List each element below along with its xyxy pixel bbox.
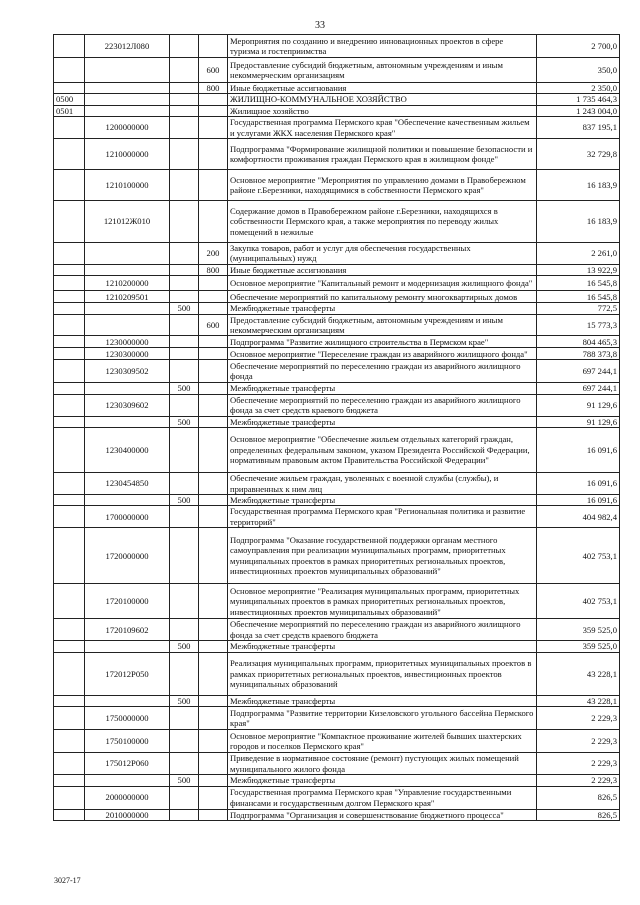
row-description: Подпрограмма "Развитие жилищного строительства в Пермском крае": [228, 336, 537, 348]
table-row: [54, 809, 620, 820]
row-amount: 2 350,0: [537, 83, 620, 94]
row-target-code: 1720109602: [85, 619, 170, 641]
row-amount: 359 525,0: [537, 619, 620, 641]
row-amount: 350,0: [537, 58, 620, 83]
table-row: [54, 170, 620, 201]
row-target-code: 1230309602: [85, 394, 170, 416]
row-description: Содержание домов в Правобережном районе г.Березники, находящихся в собственности Пермского края, а также мероприятия по переводу жилых помещений в нежилые: [228, 201, 537, 243]
row-description: Обеспечение мероприятий по переселению граждан из аварийного жилищного фонда: [228, 360, 537, 383]
row-description: Государственная программа Пермского края "Региональная политика и развитие территорий": [228, 506, 537, 528]
row-description: Обеспечение мероприятий по капитальному ремонту многоквартирных домов: [228, 291, 537, 303]
row-section-code: [54, 243, 85, 265]
row-target-code: 1230309502: [85, 360, 170, 383]
row-description: Приведение в нормативное состояние (ремонт) пустующих жилых помещений муниципального жилого фонда: [228, 753, 537, 775]
row-amount: 16 091,6: [537, 473, 620, 495]
table-row: [54, 695, 620, 706]
row-expense-type-code: [199, 416, 228, 427]
row-transfer-code: 500: [170, 775, 199, 786]
row-description: Обеспечение жильем граждан, уволенных с военной службы (службы), и приравненных к ним лиц: [228, 473, 537, 495]
row-expense-type-code: [199, 291, 228, 303]
row-target-code: [85, 416, 170, 427]
row-transfer-code: [170, 139, 199, 170]
row-section-code: [54, 619, 85, 641]
row-expense-type-code: 600: [199, 58, 228, 83]
table-row: [54, 303, 620, 314]
table-row: [54, 641, 620, 652]
row-description: Межбюджетные трансферты: [228, 383, 537, 394]
table-row: [54, 775, 620, 786]
row-section-code: [54, 707, 85, 730]
row-transfer-code: 500: [170, 641, 199, 652]
row-target-code: [85, 494, 170, 505]
row-target-code: 1230000000: [85, 336, 170, 348]
table-row: [54, 105, 620, 116]
row-target-code: 121012Ж010: [85, 201, 170, 243]
row-expense-type-code: [199, 139, 228, 170]
row-amount: 2 700,0: [537, 35, 620, 58]
row-description: Жилищное хозяйство: [228, 105, 537, 116]
table-row: [54, 94, 620, 105]
row-section-code: [54, 291, 85, 303]
row-section-code: [54, 170, 85, 201]
row-description: Обеспечение мероприятий по переселению граждан из аварийного жилищного фонда за счет средств краевого бюджета: [228, 394, 537, 416]
row-description: Иные бюджетные ассигнования: [228, 83, 537, 94]
row-section-code: [54, 348, 85, 360]
row-section-code: [54, 528, 85, 584]
row-section-code: [54, 584, 85, 619]
row-section-code: 0501: [54, 105, 85, 116]
row-description: Основное мероприятие "Компактное проживание жителей бывших шахтерских городов и поселков Пермского края": [228, 730, 537, 753]
row-amount: 697 244,1: [537, 360, 620, 383]
table-row: [54, 264, 620, 275]
row-transfer-code: [170, 201, 199, 243]
row-expense-type-code: [199, 809, 228, 820]
row-transfer-code: [170, 117, 199, 139]
table-row: [54, 117, 620, 139]
row-target-code: 175012Р060: [85, 753, 170, 775]
row-description: Предоставление субсидий бюджетным, автономным учреждениям и иным некоммерческим организациям: [228, 314, 537, 336]
row-amount: 826,5: [537, 809, 620, 820]
row-transfer-code: [170, 730, 199, 753]
table-row: [54, 314, 620, 336]
row-expense-type-code: [199, 528, 228, 584]
row-section-code: [54, 276, 85, 291]
row-expense-type-code: [199, 786, 228, 809]
row-target-code: [85, 303, 170, 314]
row-description: Мероприятия по созданию и внедрению инновационных проектов в сфере туризма и гостеприимства: [228, 35, 537, 58]
row-amount: 2 229,3: [537, 753, 620, 775]
table-row: [54, 428, 620, 473]
table-row: [54, 201, 620, 243]
row-transfer-code: [170, 348, 199, 360]
row-amount: 91 129,6: [537, 394, 620, 416]
row-section-code: [54, 83, 85, 94]
row-description: Государственная программа Пермского края "Обеспечение качественным жильем и услугами ЖКХ населения Пермского края": [228, 117, 537, 139]
table-row: [54, 707, 620, 730]
row-transfer-code: [170, 360, 199, 383]
row-section-code: [54, 775, 85, 786]
row-transfer-code: 500: [170, 695, 199, 706]
row-amount: 16 091,6: [537, 428, 620, 473]
row-amount: 13 922,9: [537, 264, 620, 275]
row-description: Основное мероприятие "Капитальный ремонт и модернизация жилищного фонда": [228, 276, 537, 291]
row-amount: 404 982,4: [537, 506, 620, 528]
row-description: Подпрограмма "Оказание государственной поддержки органам местного самоуправления при реализации муниципальных программ, приоритетных муниципальных проектов в рамках приоритетных региональных проектов, инвестиционных проектов муниципальных образований": [228, 528, 537, 584]
row-transfer-code: [170, 652, 199, 695]
row-amount: 402 753,1: [537, 528, 620, 584]
row-transfer-code: 500: [170, 383, 199, 394]
row-expense-type-code: [199, 201, 228, 243]
row-transfer-code: [170, 619, 199, 641]
row-description: Закупка товаров, работ и услуг для обеспечения государственных (муниципальных) нужд: [228, 243, 537, 265]
row-target-code: 1750000000: [85, 707, 170, 730]
row-section-code: [54, 494, 85, 505]
table-row: [54, 584, 620, 619]
row-target-code: 1750100000: [85, 730, 170, 753]
row-amount: 43 228,1: [537, 695, 620, 706]
row-amount: 1 243 004,0: [537, 105, 620, 116]
row-section-code: [54, 652, 85, 695]
table-row: [54, 139, 620, 170]
row-description: ЖИЛИЩНО-КОММУНАЛЬНОЕ ХОЗЯЙСТВО: [228, 94, 537, 105]
row-amount: 2 229,3: [537, 775, 620, 786]
table-row: [54, 336, 620, 348]
row-transfer-code: [170, 528, 199, 584]
row-amount: 2 261,0: [537, 243, 620, 265]
row-description: Обеспечение мероприятий по переселению граждан из аварийного жилищного фонда за счет средств краевого бюджета: [228, 619, 537, 641]
row-transfer-code: 500: [170, 494, 199, 505]
row-target-code: 1700000000: [85, 506, 170, 528]
row-amount: 43 228,1: [537, 652, 620, 695]
row-transfer-code: [170, 584, 199, 619]
row-expense-type-code: [199, 105, 228, 116]
row-amount: 837 195,1: [537, 117, 620, 139]
footer-code: 3027-17: [54, 876, 81, 885]
row-section-code: [54, 201, 85, 243]
row-transfer-code: 500: [170, 303, 199, 314]
row-section-code: [54, 336, 85, 348]
row-target-code: [85, 641, 170, 652]
row-transfer-code: [170, 83, 199, 94]
table-row: [54, 360, 620, 383]
row-amount: 772,5: [537, 303, 620, 314]
row-target-code: 2010000000: [85, 809, 170, 820]
row-section-code: [54, 428, 85, 473]
row-expense-type-code: [199, 303, 228, 314]
row-transfer-code: [170, 243, 199, 265]
table-row: [54, 494, 620, 505]
row-expense-type-code: [199, 652, 228, 695]
row-section-code: [54, 730, 85, 753]
row-description: Межбюджетные трансферты: [228, 303, 537, 314]
row-expense-type-code: 800: [199, 83, 228, 94]
row-transfer-code: [170, 105, 199, 116]
row-target-code: 1230300000: [85, 348, 170, 360]
row-transfer-code: [170, 35, 199, 58]
row-amount: 697 244,1: [537, 383, 620, 394]
row-target-code: 1210209501: [85, 291, 170, 303]
row-amount: 2 229,3: [537, 730, 620, 753]
row-expense-type-code: [199, 428, 228, 473]
row-section-code: [54, 416, 85, 427]
row-transfer-code: [170, 94, 199, 105]
row-transfer-code: [170, 291, 199, 303]
row-description: Предоставление субсидий бюджетным, автономным учреждениям и иным некоммерческим организациям: [228, 58, 537, 83]
row-expense-type-code: 800: [199, 264, 228, 275]
row-expense-type-code: [199, 276, 228, 291]
row-section-code: [54, 314, 85, 336]
table-row: [54, 58, 620, 83]
row-amount: 16 545,8: [537, 276, 620, 291]
row-expense-type-code: [199, 506, 228, 528]
table-row: [54, 243, 620, 265]
table-row: [54, 394, 620, 416]
row-section-code: [54, 264, 85, 275]
row-transfer-code: [170, 276, 199, 291]
row-amount: 91 129,6: [537, 416, 620, 427]
row-expense-type-code: [199, 336, 228, 348]
table-row: [54, 652, 620, 695]
row-expense-type-code: 600: [199, 314, 228, 336]
row-description: Межбюджетные трансферты: [228, 641, 537, 652]
row-expense-type-code: [199, 707, 228, 730]
row-transfer-code: [170, 170, 199, 201]
row-expense-type-code: [199, 775, 228, 786]
budget-table: [53, 34, 620, 821]
row-description: Подпрограмма "Организация и совершенствование бюджетного процесса": [228, 809, 537, 820]
row-target-code: [85, 58, 170, 83]
row-description: Межбюджетные трансферты: [228, 695, 537, 706]
row-amount: 402 753,1: [537, 584, 620, 619]
row-transfer-code: [170, 394, 199, 416]
row-amount: 16 091,6: [537, 494, 620, 505]
row-amount: 16 183,9: [537, 170, 620, 201]
row-target-code: 2000000000: [85, 786, 170, 809]
row-section-code: [54, 809, 85, 820]
row-expense-type-code: [199, 584, 228, 619]
row-target-code: [85, 383, 170, 394]
row-target-code: 1720000000: [85, 528, 170, 584]
row-section-code: [54, 117, 85, 139]
table-row: [54, 383, 620, 394]
row-target-code: 1720100000: [85, 584, 170, 619]
row-expense-type-code: [199, 695, 228, 706]
row-expense-type-code: [199, 753, 228, 775]
row-description: Иные бюджетные ассигнования: [228, 264, 537, 275]
row-section-code: [54, 58, 85, 83]
table-row: [54, 83, 620, 94]
row-description: Подпрограмма "Развитие территории Кизеловского угольного бассейна Пермского края": [228, 707, 537, 730]
table-row: [54, 786, 620, 809]
row-expense-type-code: 200: [199, 243, 228, 265]
row-section-code: [54, 383, 85, 394]
row-target-code: 172012Р050: [85, 652, 170, 695]
row-target-code: [85, 264, 170, 275]
row-expense-type-code: [199, 348, 228, 360]
row-transfer-code: [170, 428, 199, 473]
row-section-code: [54, 506, 85, 528]
row-section-code: [54, 753, 85, 775]
row-description: Реализация муниципальных программ, приоритетных муниципальных проектов в рамках приоритетных региональных проектов, инвестиционных проектов муниципальных образований: [228, 652, 537, 695]
row-section-code: [54, 786, 85, 809]
table-row: [54, 276, 620, 291]
row-section-code: [54, 35, 85, 58]
row-target-code: 1210100000: [85, 170, 170, 201]
row-expense-type-code: [199, 641, 228, 652]
row-amount: 826,5: [537, 786, 620, 809]
row-expense-type-code: [199, 360, 228, 383]
row-section-code: [54, 139, 85, 170]
row-section-code: [54, 360, 85, 383]
row-expense-type-code: [199, 730, 228, 753]
row-amount: 16 183,9: [537, 201, 620, 243]
row-target-code: [85, 695, 170, 706]
row-amount: 16 545,8: [537, 291, 620, 303]
row-amount: 15 773,3: [537, 314, 620, 336]
table-row: [54, 348, 620, 360]
row-target-code: [85, 94, 170, 105]
row-description: Основное мероприятие "Обеспечение жильем отдельных категорий граждан, определенных федеральным законом, указом Президента Российской Федерации, нормативным правовым актом Правительства Российской Федерации": [228, 428, 537, 473]
row-transfer-code: [170, 809, 199, 820]
row-target-code: [85, 83, 170, 94]
table-row: [54, 416, 620, 427]
row-expense-type-code: [199, 619, 228, 641]
row-section-code: [54, 394, 85, 416]
row-expense-type-code: [199, 383, 228, 394]
row-description: Межбюджетные трансферты: [228, 416, 537, 427]
table-row: [54, 291, 620, 303]
row-target-code: [85, 105, 170, 116]
row-description: Основное мероприятие "Переселение граждан из аварийного жилищного фонда": [228, 348, 537, 360]
row-target-code: 1210000000: [85, 139, 170, 170]
row-description: Государственная программа Пермского края "Управление государственными финансами и государственным долгом Пермского края": [228, 786, 537, 809]
table-row: [54, 528, 620, 584]
budget-table-body: [54, 35, 620, 821]
table-row: [54, 473, 620, 495]
row-section-code: [54, 473, 85, 495]
row-transfer-code: [170, 786, 199, 809]
row-description: Основное мероприятие "Реализация муниципальных программ, приоритетных муниципальных проектов в рамках приоритетных региональных проектов, инвестиционных проектов муниципальных образований": [228, 584, 537, 619]
row-amount: 2 229,3: [537, 707, 620, 730]
row-section-code: 0500: [54, 94, 85, 105]
row-transfer-code: [170, 506, 199, 528]
row-section-code: [54, 695, 85, 706]
row-amount: 804 465,3: [537, 336, 620, 348]
row-amount: 788 373,8: [537, 348, 620, 360]
row-transfer-code: [170, 336, 199, 348]
row-target-code: [85, 314, 170, 336]
table-row: [54, 619, 620, 641]
row-description: Основное мероприятие "Мероприятия по управлению домами в Правобережном районе г.Березники, находящимися в собственности Пермского края": [228, 170, 537, 201]
row-target-code: 1230454850: [85, 473, 170, 495]
row-expense-type-code: [199, 94, 228, 105]
row-section-code: [54, 641, 85, 652]
row-transfer-code: [170, 473, 199, 495]
row-amount: 32 729,8: [537, 139, 620, 170]
row-description: Подпрограмма "Формирование жилищной политики и повышение безопасности и комфортности проживания граждан Пермского края в жилищном фонде": [228, 139, 537, 170]
row-expense-type-code: [199, 35, 228, 58]
row-expense-type-code: [199, 473, 228, 495]
table-row: [54, 506, 620, 528]
row-transfer-code: [170, 707, 199, 730]
row-target-code: 1200000000: [85, 117, 170, 139]
row-target-code: 1210200000: [85, 276, 170, 291]
row-description: Межбюджетные трансферты: [228, 494, 537, 505]
table-row: [54, 730, 620, 753]
row-transfer-code: [170, 58, 199, 83]
table-row: [54, 35, 620, 58]
page-number: 33: [315, 20, 325, 31]
row-target-code: 223012Л080: [85, 35, 170, 58]
row-expense-type-code: [199, 117, 228, 139]
row-expense-type-code: [199, 394, 228, 416]
row-target-code: [85, 243, 170, 265]
row-amount: 1 735 464,3: [537, 94, 620, 105]
row-section-code: [54, 303, 85, 314]
row-transfer-code: 500: [170, 416, 199, 427]
row-target-code: [85, 775, 170, 786]
row-expense-type-code: [199, 170, 228, 201]
table-row: [54, 753, 620, 775]
row-transfer-code: [170, 314, 199, 336]
row-transfer-code: [170, 753, 199, 775]
row-description: Межбюджетные трансферты: [228, 775, 537, 786]
row-target-code: 1230400000: [85, 428, 170, 473]
row-expense-type-code: [199, 494, 228, 505]
row-amount: 359 525,0: [537, 641, 620, 652]
row-transfer-code: [170, 264, 199, 275]
